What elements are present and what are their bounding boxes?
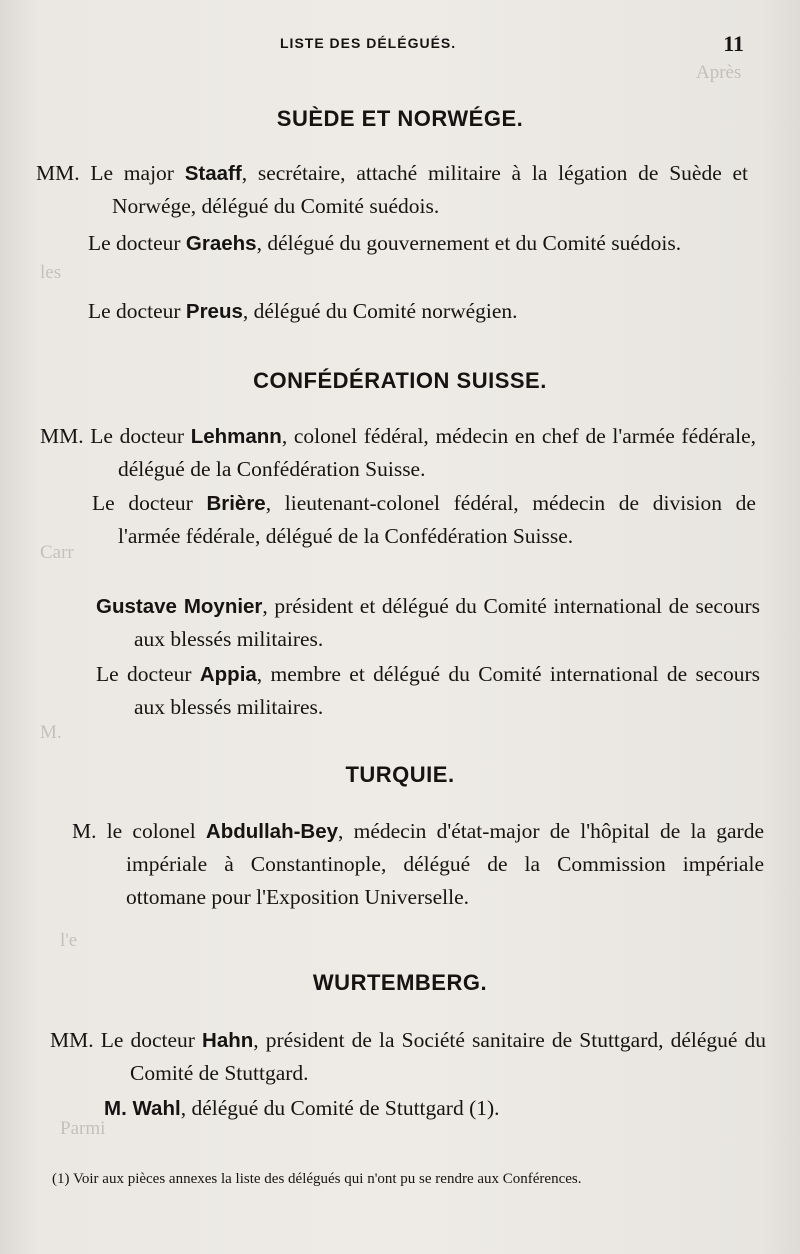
entry-prefix: MM. xyxy=(36,161,80,185)
delegate-name: Staaff xyxy=(184,162,242,185)
delegate-entry-abdullah-bey xyxy=(72,815,764,914)
delegate-entry-briere xyxy=(92,487,756,553)
section-title-sweden-norway: SUÈDE ET NORWÉGE. xyxy=(276,106,524,131)
delegate-name: M. Wahl xyxy=(104,1097,181,1120)
delegate-name: Appia xyxy=(199,663,257,686)
entry-description: , président et délégué du Comité international de secours aux blessés militaires. xyxy=(134,594,760,651)
entry-description: , président de la Société sanitaire de Stuttgard, délégué du Comité de Stuttgard. xyxy=(130,1028,767,1085)
entry-prefix: MM. xyxy=(40,424,84,448)
section-title-switzerland: CONFÉDÉRATION SUISSE. xyxy=(253,368,547,393)
entry-description: , délégué du Comité norwégien. xyxy=(242,299,518,323)
entry-description: , lieutenant-colonel fédéral, médecin de division de l'armée fédérale, délégué de la Confédération Suisse. xyxy=(118,491,756,548)
entry-pre: Le major xyxy=(90,161,185,185)
entry-description: , médecin d'état-major de l'hôpital de la garde impériale à Constantinople, délégué de la Commission impériale ottomane pour l'Exposition Universelle. xyxy=(126,819,764,909)
entry-description: , délégué du Comité de Stuttgard (1). xyxy=(180,1096,500,1120)
entry-description: , délégué du gouvernement et du Comité suédois. xyxy=(256,231,682,255)
delegate-entry-staaff xyxy=(36,157,748,223)
entry-prefix: M. xyxy=(72,819,97,843)
entry-prefix: MM. xyxy=(50,1028,94,1052)
delegate-entry-preus xyxy=(88,295,748,328)
delegate-entry-appia xyxy=(96,658,760,724)
entry-description: , colonel fédéral, médecin en chef de l'armée fédérale, délégué de la Confédération Suisse. xyxy=(118,424,756,481)
entry-pre: Le docteur xyxy=(92,491,207,515)
delegate-name: Preus xyxy=(185,300,243,323)
section-title-wurttemberg: WURTEMBERG. xyxy=(312,970,488,995)
delegate-name: Hahn xyxy=(202,1029,254,1052)
delegate-name: Lehmann xyxy=(190,425,282,448)
entry-pre: Le docteur xyxy=(90,424,191,448)
delegate-entry-wahl xyxy=(104,1092,764,1125)
delegate-name: Graehs xyxy=(185,232,257,255)
entry-pre: Le docteur xyxy=(96,662,200,686)
entry-pre: Le docteur xyxy=(100,1028,203,1052)
delegate-entry-moynier xyxy=(96,590,760,656)
entry-pre: Le docteur xyxy=(88,299,186,323)
entry-description: , membre et délégué du Comité international de secours aux blessés militaires. xyxy=(134,662,760,719)
entry-pre: le colonel xyxy=(106,819,206,843)
delegate-name: Gustave Moynier xyxy=(96,595,263,618)
entry-description: , secrétaire, attaché militaire à la légation de Suède et Norwége, délégué du Comité suédois. xyxy=(112,161,749,218)
section-title-turkey: TURQUIE. xyxy=(345,762,455,787)
delegate-name: Brière xyxy=(206,492,266,515)
entry-pre: Le docteur xyxy=(88,231,186,255)
page-number: 11 xyxy=(723,31,744,56)
footnote: (1) Voir aux pièces annexes la liste des délégués qui n'ont pu se rendre aux Conférences. xyxy=(52,1171,582,1187)
page: Après les Carr M. l'e Parmi LISTE DES DÉLÉGUÉS. 11 SUÈDE ET NORWÉGE. MM. Le major Staaff, secrétaire, attaché militaire à la légation de Suède et Norwége, délégué du Comité suédois. Le docteur Graehs, délégué du gouvernement et du Comité suédois. Le docteur Preus, délégué du Comité norwégien. CONFÉDÉRATION SUISSE. MM. Le docteur Lehmann, colonel fédéral, médecin en chef de l'armée fédérale, délégué de la Confédération Suisse. Le docteur Brière, lieutenant-colonel fédéral, médecin de division de l'armée fédérale, délégué de la Confédération Suisse. Gustave Moynier, président et délégué du Comité international de secours aux blessés militaires. Le docteur Appia, membre et délégué du Comité international de secours aux blessés militaires. TURQUIE. M. le colonel Abdullah-Bey, médecin d'état-major de l'hôpital de la garde impériale à Constantinople, délégué de la Commission impériale ottomane pour l'Exposition Universelle. WURTEMBERG. MM. Le docteur Hahn, président de la Société sanitaire de Stuttgard, délégué du Comité de Stuttgard. M. Wahl, délégué du Comité de Stuttgard (1). (1) Voir aux pièces annexes la liste des délégués qui n'ont pu se rendre aux Conférences. xyxy=(0,0,800,1254)
delegate-name: Abdullah-Bey xyxy=(205,820,339,843)
running-title: LISTE DES DÉLÉGUÉS. xyxy=(280,35,457,51)
page-header xyxy=(0,33,800,59)
delegate-entry-graehs xyxy=(88,227,748,260)
delegate-entry-hahn xyxy=(50,1024,766,1090)
delegate-entry-lehmann xyxy=(40,420,756,486)
